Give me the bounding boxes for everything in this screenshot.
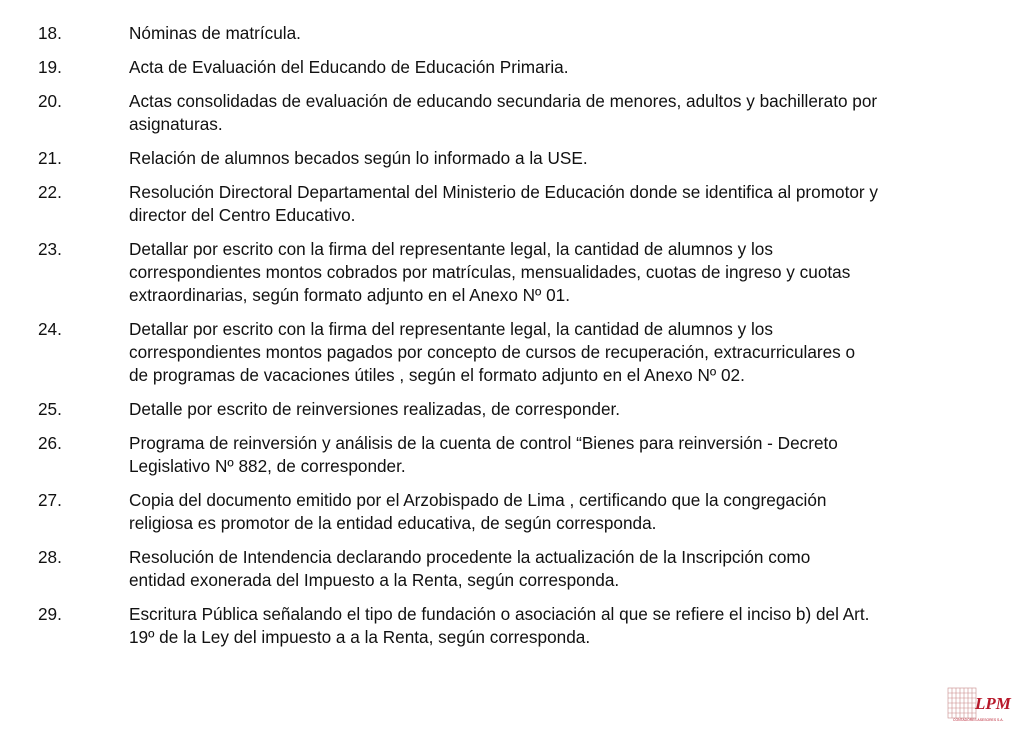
item-text: Programa de reinversión y análisis de la cuenta de control “Bienes para reinversión - Decreto Legislativo Nº 882, de corresponder.	[129, 433, 838, 476]
item-number: 20.	[38, 91, 62, 111]
item-text: Resolución Directoral Departamental del Ministerio de Educación donde se identifica al promotor y director del Centro Educativo.	[129, 182, 878, 225]
item-number: 25.	[38, 399, 62, 419]
item-text: Actas consolidadas de evaluación de educando secundaria de menores, adultos y bachillerato por asignaturas.	[129, 91, 878, 134]
list-item	[38, 22, 1010, 45]
list-item	[38, 181, 1010, 227]
list-item	[38, 238, 1010, 307]
list-item	[38, 546, 1010, 592]
list-item	[38, 432, 1010, 478]
item-number: 21.	[38, 148, 62, 168]
item-text: Escritura Pública señalando el tipo de fundación o asociación al que se refiere el inciso b) del Art. 19º de la Ley del impuesto a a la Renta, según corresponda.	[129, 604, 870, 647]
list-item	[38, 318, 1010, 387]
item-number: 24.	[38, 319, 62, 339]
item-text: Relación de alumnos becados según lo informado a la USE.	[129, 148, 588, 168]
item-number: 18.	[38, 23, 62, 43]
logo-grid	[948, 688, 976, 718]
list-item	[38, 90, 1010, 136]
item-text: Detalle por escrito de reinversiones realizadas, de corresponder.	[129, 399, 621, 419]
list-item	[38, 56, 1010, 79]
item-number: 22.	[38, 182, 62, 202]
item-text: Nóminas de matrícula.	[129, 23, 301, 43]
list-item	[38, 603, 1010, 649]
item-text: Detallar por escrito con la firma del representante legal, la cantidad de alumnos y los correspondientes montos pagados por concepto de cursos de recuperación, extracurriculares o de programas de vacaciones útiles , según el formato adjunto en el Anexo Nº 02.	[129, 319, 856, 385]
item-text: Acta de Evaluación del Educando de Educación Primaria.	[129, 57, 569, 77]
item-number: 26.	[38, 433, 62, 453]
item-number: 28.	[38, 547, 62, 567]
document-list	[38, 22, 1010, 660]
item-text: Detallar por escrito con la firma del representante legal, la cantidad de alumnos y los correspondientes montos cobrados por matrículas, mensualidades, cuotas de ingreso y cuotas extraordinarias, según formato adjunto en el Anexo Nº 01.	[129, 239, 851, 305]
item-number: 23.	[38, 239, 62, 259]
logo-text: LPM	[975, 694, 1011, 713]
item-text: Resolución de Intendencia declarando procedente la actualización de la Inscripción como entidad exonerada del Impuesto a la Renta, según corresponda.	[129, 547, 811, 590]
item-text: Copia del documento emitido por el Arzobispado de Lima , certificando que la congregación religiosa es promotor de la entidad educativa, de según corresponda.	[129, 490, 827, 533]
item-number: 19.	[38, 57, 62, 77]
lpm-logo	[946, 687, 1012, 723]
list-item	[38, 398, 1010, 421]
item-number: 29.	[38, 604, 62, 624]
logo-subtext: CONTADORES ASESORES S.A.	[953, 718, 1004, 722]
item-number: 27.	[38, 490, 62, 510]
list-item	[38, 489, 1010, 535]
list-item	[38, 147, 1010, 170]
